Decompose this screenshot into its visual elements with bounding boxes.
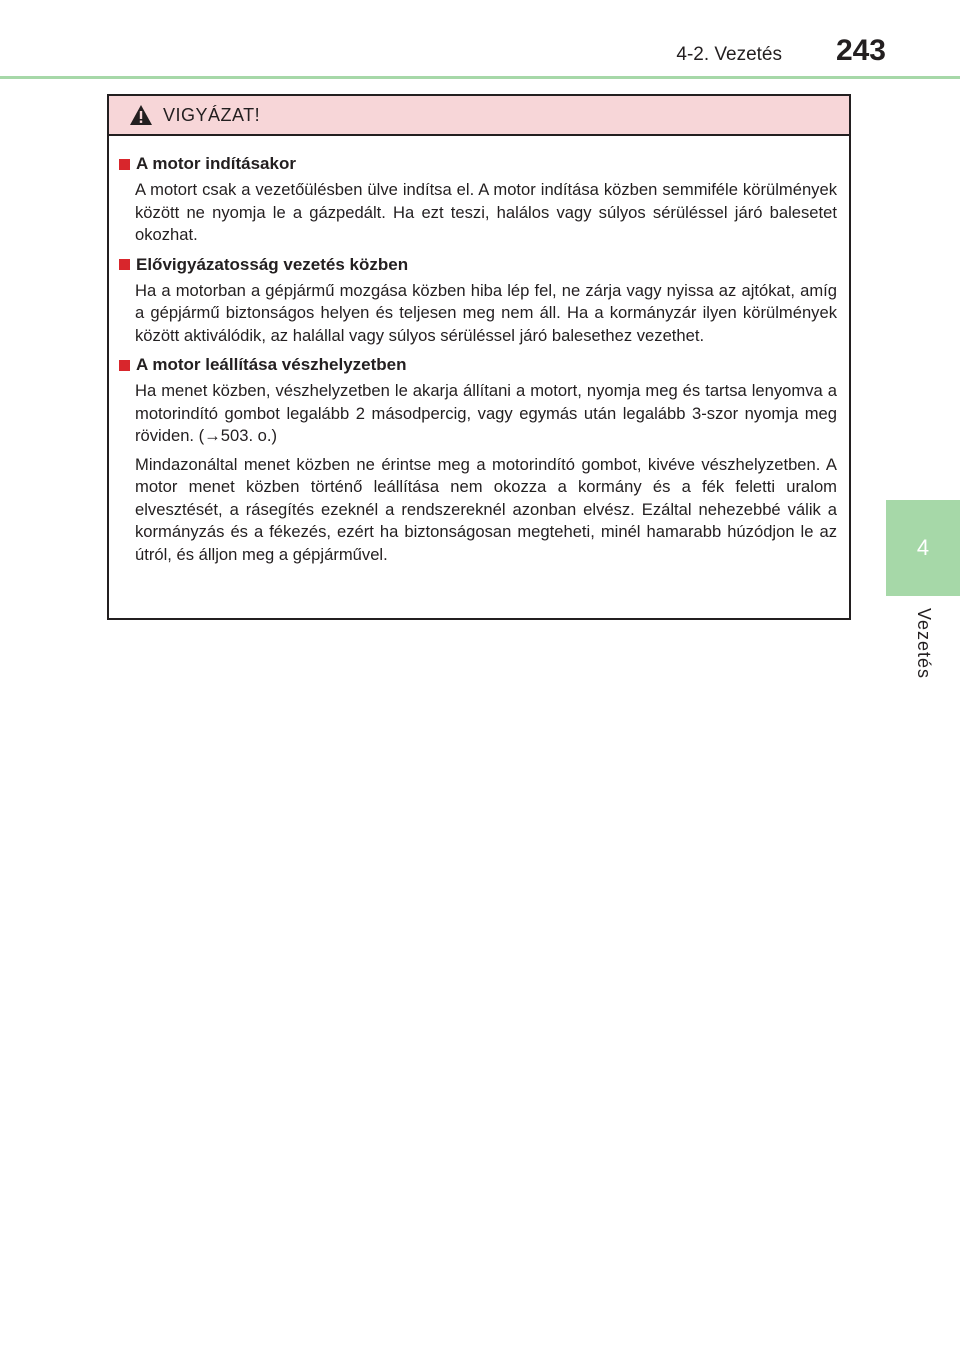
warning-title: VIGYÁZAT! — [163, 104, 261, 125]
warning-triangle-icon — [129, 104, 153, 126]
chapter-tab — [886, 500, 960, 596]
section-heading — [119, 255, 837, 275]
section-heading-text: A motor indításakor — [136, 154, 296, 173]
section-heading — [119, 355, 837, 375]
square-bullet-icon — [119, 159, 130, 170]
paragraph: A motort csak a vezetőülésben ülve indítsa el. A motor indítása közben semmiféle körülmények között ne nyomja le a gázpedált. Ha ezt teszi, halálos vagy súlyos sérüléssel járó balesetet okozhat. — [135, 180, 837, 244]
chapter-number: 4 — [916, 535, 930, 560]
warning-header — [109, 96, 849, 136]
section-title: 4-2. Vezetés — [676, 44, 782, 65]
header-rule — [0, 76, 960, 79]
square-bullet-icon — [119, 259, 130, 270]
paragraph: Mindazonáltal menet közben ne érintse meg a motorindító gombot, kivéve vészhelyzetben. A motor menet közben történő leállítása nem okozza a kormány és a fék feletti uralom elvesztését, a rásegítés ezeknél a rendszereknél azonban elvész. Ezáltal nehezebbé válik a kormányzás és a fékezés, ezért ha biztonságosan megteheti, minél hamarabb húzódjon le az útról, és álljon meg a gépjárművel. — [135, 454, 837, 564]
page-number: 243 — [835, 34, 886, 67]
section-heading-text: Elővigyázatosság vezetés közben — [136, 254, 409, 274]
chapter-label: Vezetés — [914, 608, 934, 680]
section-heading-text: A motor leállítása vészhelyzetben — [136, 355, 407, 374]
warning-box — [107, 94, 851, 620]
paragraph: Ha menet közben, vészhelyzetben le akarja állítani a motort, nyomja meg és tartsa lenyomva a motorindító gombot legalább 2 másodpercig, vagy egymás után legalább 3-szor nyomja meg röviden. (→503. o.) — [135, 381, 837, 445]
paragraph: Ha a motorban a gépjármű mozgása közben hiba lép fel, ne zárja vagy nyissa az ajtókat, amíg a gépjármű biztonságos helyen és teljesen meg nem áll. Ha a kormányzár ilyen körülmények között aktiválódik, az halállal vagy súlyos sérüléssel járó balesethez vezethet. — [135, 280, 837, 345]
warning-body — [109, 136, 849, 566]
section-heading — [119, 154, 837, 174]
square-bullet-icon — [119, 360, 130, 371]
